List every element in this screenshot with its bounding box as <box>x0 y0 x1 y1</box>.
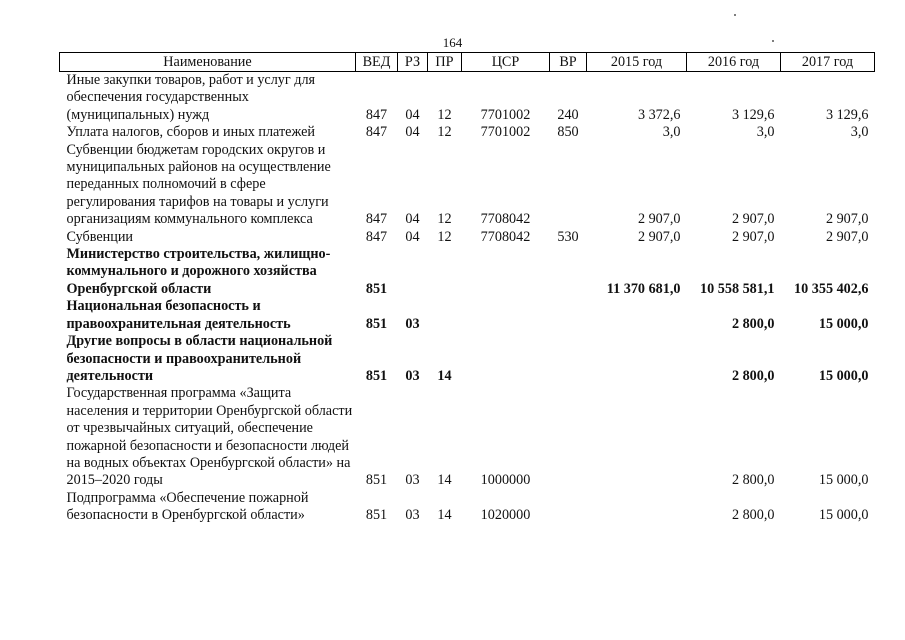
cell-2015 <box>587 490 687 525</box>
column-header: ЦСР <box>462 53 550 72</box>
table-row <box>60 72 875 125</box>
cell-2016: 2 800,0 <box>731 472 775 489</box>
column-header: ПР <box>428 53 462 72</box>
cell-2017: 3,0 <box>850 124 869 141</box>
cell-rz: 04 <box>405 106 420 123</box>
scan-speck <box>772 40 774 42</box>
row-name: Иные закупки товаров, работ и услуг для обеспечения государственных (муниципальных) нужд <box>66 72 316 123</box>
cell-ved: 847 <box>365 124 388 141</box>
table-row <box>60 229 875 246</box>
cell-rz: 03 <box>405 367 420 384</box>
cell-csr: 1000000 <box>480 472 531 489</box>
cell-vr <box>550 385 587 489</box>
cell-2016: 2 800,0 <box>731 367 775 384</box>
cell-2015: 3,0 <box>662 124 681 141</box>
column-header: Наименование <box>60 53 356 72</box>
cell-ved: 851 <box>365 315 388 332</box>
cell-pr <box>428 246 462 298</box>
cell-rz: 03 <box>405 315 420 332</box>
cell-csr <box>462 298 550 333</box>
cell-2017: 2 907,0 <box>825 211 869 228</box>
cell-vr <box>550 142 587 229</box>
row-name: Государственная программа «Защита населения и территории Оренбургской области от чрезвычайных ситуаций, обеспечение пожарной безопасности и безопасности людей на водных объектах Оренбургской области» на 2015–2020 годы <box>66 385 353 489</box>
cell-2016: 2 907,0 <box>731 211 775 228</box>
cell-ved: 851 <box>365 367 388 384</box>
table-row <box>60 246 875 298</box>
row-name: Подпрограмма «Обеспечение пожарной безопасности в Оренбургской области» <box>66 489 309 524</box>
row-name: Другие вопросы в области национальной безопасности и правоохранительной деятельности <box>66 333 333 384</box>
cell-2015 <box>587 298 687 333</box>
column-header: РЗ <box>398 53 428 72</box>
row-name: Субвенции бюджетам городских округов и муниципальных районов на осуществление переданных полномочий в сфере регулирования тарифов на товары и услуги организациям коммунального комплекса <box>66 141 331 228</box>
column-header: ВЕД <box>356 53 398 72</box>
cell-2015: 2 907,0 <box>637 228 681 245</box>
cell-pr: 12 <box>437 124 452 141</box>
table-row <box>60 124 875 141</box>
cell-2016: 3,0 <box>756 124 775 141</box>
cell-csr: 7708042 <box>480 211 531 228</box>
cell-2017: 3 129,6 <box>825 106 869 123</box>
row-name: Уплата налогов, сборов и иных платежей <box>66 124 315 141</box>
cell-2015: 11 370 681,0 <box>606 280 681 297</box>
column-header: ВР <box>550 53 587 72</box>
cell-2016: 10 558 581,1 <box>700 280 775 297</box>
cell-2017: 15 000,0 <box>818 367 869 384</box>
cell-ved: 851 <box>365 280 388 297</box>
cell-vr <box>550 246 587 298</box>
scan-speck <box>734 14 736 16</box>
table-row <box>60 490 875 525</box>
cell-vr <box>550 333 587 385</box>
table-row <box>60 298 875 333</box>
cell-2015 <box>587 385 687 489</box>
cell-2017: 10 355 402,6 <box>794 280 869 297</box>
cell-rz: 04 <box>405 228 420 245</box>
cell-2016: 2 800,0 <box>731 315 775 332</box>
table-row <box>60 333 875 385</box>
cell-ved: 847 <box>365 106 388 123</box>
cell-csr: 7701002 <box>480 124 531 141</box>
cell-rz: 03 <box>405 472 420 489</box>
page-number: 164 <box>442 35 463 50</box>
cell-pr: 12 <box>437 211 452 228</box>
cell-csr: 7708042 <box>480 228 531 245</box>
cell-ved: 847 <box>365 228 388 245</box>
cell-vr: 530 <box>557 228 579 245</box>
table-header-row <box>60 53 875 72</box>
cell-2017: 15 000,0 <box>818 315 869 332</box>
cell-rz: 03 <box>405 507 420 524</box>
cell-2017: 15 000,0 <box>818 507 869 524</box>
cell-2017: 2 907,0 <box>825 228 869 245</box>
table-row <box>60 142 875 229</box>
cell-csr <box>462 333 550 385</box>
cell-2017: 15 000,0 <box>818 472 869 489</box>
cell-rz <box>398 246 428 298</box>
column-header: 2016 год <box>687 53 781 72</box>
cell-pr <box>428 298 462 333</box>
cell-vr <box>550 490 587 525</box>
cell-rz: 04 <box>405 211 420 228</box>
cell-2015: 2 907,0 <box>637 211 681 228</box>
cell-rz: 04 <box>405 124 420 141</box>
budget-table <box>59 52 875 525</box>
column-header: 2015 год <box>587 53 687 72</box>
cell-vr <box>550 298 587 333</box>
cell-2015: 3 372,6 <box>637 106 681 123</box>
cell-pr: 14 <box>437 367 452 384</box>
cell-csr: 7701002 <box>480 106 531 123</box>
cell-csr <box>462 246 550 298</box>
cell-csr: 1020000 <box>480 507 531 524</box>
column-header: 2017 год <box>781 53 875 72</box>
cell-2016: 2 800,0 <box>731 507 775 524</box>
cell-vr: 850 <box>557 124 579 141</box>
table-row <box>60 385 875 489</box>
cell-ved: 851 <box>365 472 388 489</box>
cell-ved: 847 <box>365 211 388 228</box>
cell-pr: 12 <box>437 228 452 245</box>
cell-pr: 14 <box>437 507 452 524</box>
row-name: Субвенции <box>66 228 134 245</box>
cell-vr: 240 <box>557 106 579 123</box>
cell-pr: 12 <box>437 106 452 123</box>
cell-ved: 851 <box>365 507 388 524</box>
row-name: Национальная безопасность и правоохранительная деятельность <box>66 298 291 332</box>
cell-2015 <box>587 333 687 385</box>
row-name: Министерство строительства, жилищно-коммунального и дорожного хозяйства Оренбургской области <box>66 246 331 297</box>
cell-2016: 3 129,6 <box>731 106 775 123</box>
cell-2016: 2 907,0 <box>731 228 775 245</box>
cell-pr: 14 <box>437 472 452 489</box>
